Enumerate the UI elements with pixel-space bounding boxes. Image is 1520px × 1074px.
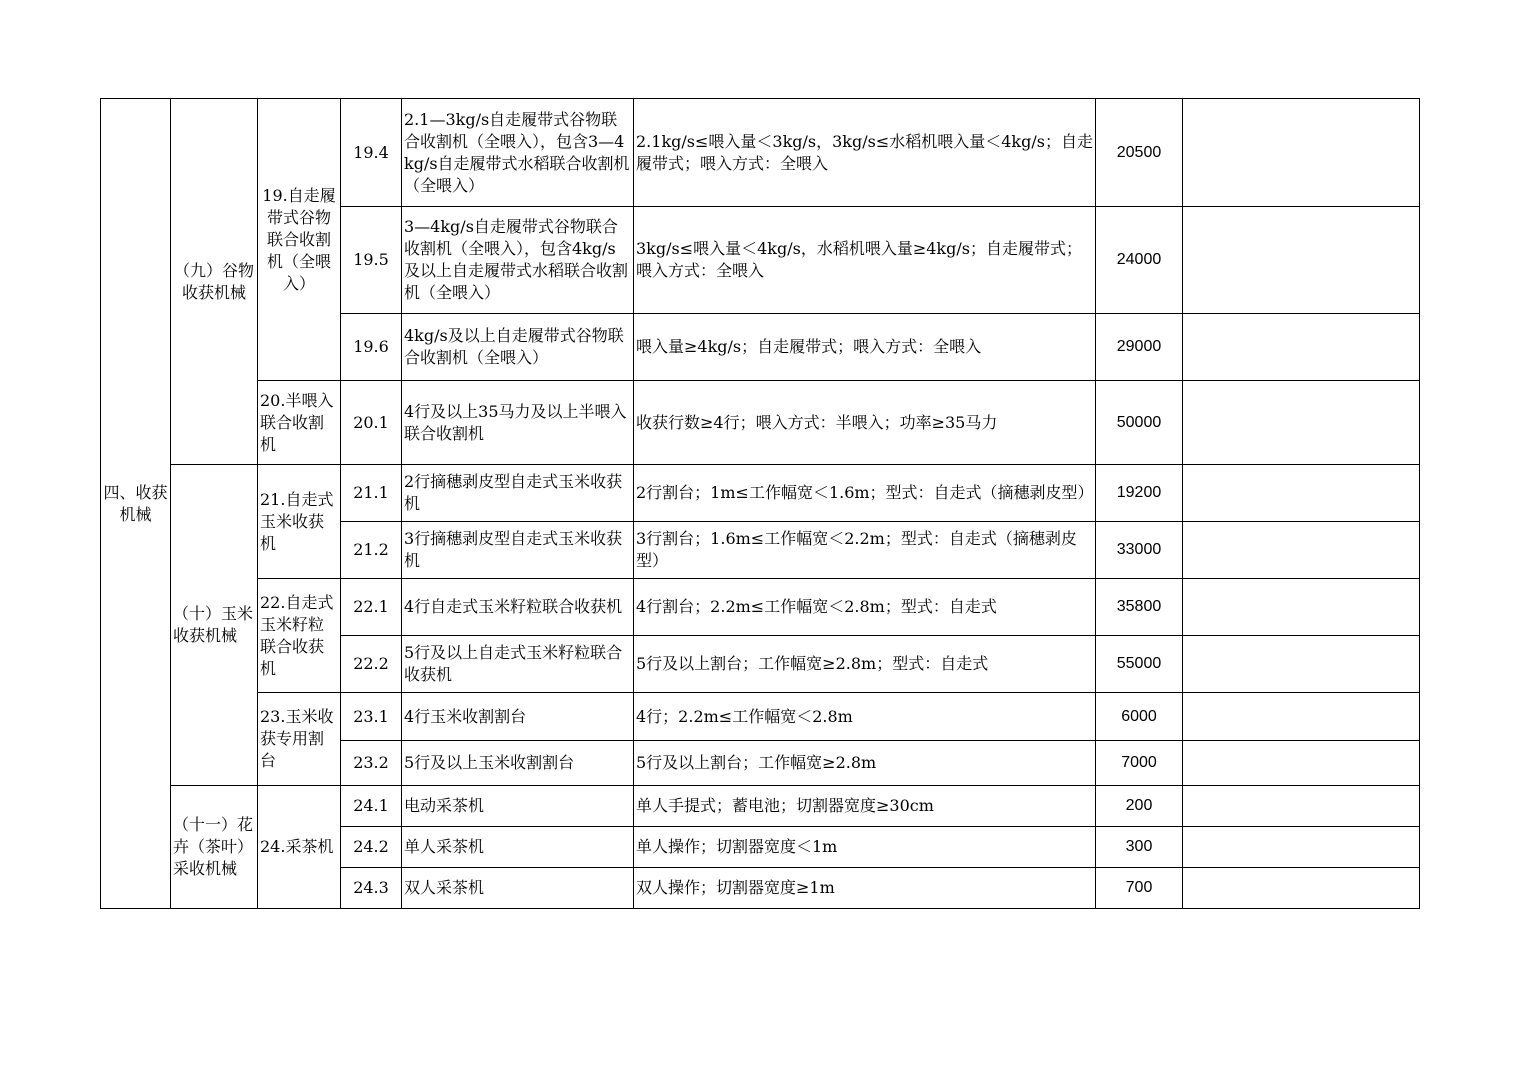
note-cell xyxy=(1183,786,1420,827)
note-cell xyxy=(1183,827,1420,868)
name-cell: 4行玉米收割割台 xyxy=(402,693,634,741)
code-cell: 22.2 xyxy=(341,636,402,693)
code-cell: 24.2 xyxy=(341,827,402,868)
amount-cell: 200 xyxy=(1096,786,1183,827)
table-row xyxy=(101,381,1420,465)
note-cell xyxy=(1183,522,1420,579)
note-cell xyxy=(1183,314,1420,381)
amount-cell: 50000 xyxy=(1096,381,1183,465)
name-cell: 4kg/s及以上自走履带式谷物联合收割机（全喂入） xyxy=(402,314,634,381)
table-row xyxy=(101,99,1420,207)
amount-cell: 29000 xyxy=(1096,314,1183,381)
code-cell: 22.1 xyxy=(341,579,402,636)
note-cell xyxy=(1183,465,1420,522)
spec-cell: 单人手提式；蓄电池；切割器宽度≥30cm xyxy=(634,786,1096,827)
code-cell: 24.1 xyxy=(341,786,402,827)
code-cell: 23.2 xyxy=(341,741,402,786)
amount-cell: 700 xyxy=(1096,868,1183,909)
name-cell: 单人采茶机 xyxy=(402,827,634,868)
amount-cell: 6000 xyxy=(1096,693,1183,741)
note-cell xyxy=(1183,741,1420,786)
amount-cell: 300 xyxy=(1096,827,1183,868)
note-cell xyxy=(1183,99,1420,207)
category-cell: 四、收获机械 xyxy=(101,99,171,909)
name-cell: 双人采茶机 xyxy=(402,868,634,909)
name-cell: 4行自走式玉米籽粒联合收获机 xyxy=(402,579,634,636)
code-cell: 23.1 xyxy=(341,693,402,741)
amount-cell: 20500 xyxy=(1096,99,1183,207)
spec-cell: 4行割台；2.2m≤工作幅宽＜2.8m；型式：自走式 xyxy=(634,579,1096,636)
amount-cell: 19200 xyxy=(1096,465,1183,522)
amount-cell: 55000 xyxy=(1096,636,1183,693)
name-cell: 4行及以上35马力及以上半喂入联合收割机 xyxy=(402,381,634,465)
code-cell: 19.5 xyxy=(341,207,402,314)
code-cell: 20.1 xyxy=(341,381,402,465)
group-cell: （十）玉米收获机械 xyxy=(171,465,258,786)
note-cell xyxy=(1183,636,1420,693)
note-cell xyxy=(1183,868,1420,909)
table-row xyxy=(101,786,1420,827)
group-cell: （九）谷物收获机械 xyxy=(171,99,258,465)
amount-cell: 7000 xyxy=(1096,741,1183,786)
name-cell: 5行及以上自走式玉米籽粒联合收获机 xyxy=(402,636,634,693)
table-row xyxy=(101,693,1420,741)
name-cell: 3行摘穗剥皮型自走式玉米收获机 xyxy=(402,522,634,579)
amount-cell: 24000 xyxy=(1096,207,1183,314)
name-cell: 电动采茶机 xyxy=(402,786,634,827)
name-cell: 2.1—3kg/s自走履带式谷物联合收割机（全喂入），包含3—4kg/s自走履带式水稻联合收割机（全喂入） xyxy=(402,99,634,207)
spec-cell: 单人操作；切割器宽度＜1m xyxy=(634,827,1096,868)
spec-cell: 双人操作；切割器宽度≥1m xyxy=(634,868,1096,909)
code-cell: 19.4 xyxy=(341,99,402,207)
note-cell xyxy=(1183,381,1420,465)
item-cell: 19.自走履带式谷物联合收割机（全喂入） xyxy=(258,99,341,381)
spec-cell: 2行割台；1m≤工作幅宽＜1.6m；型式：自走式（摘穗剥皮型） xyxy=(634,465,1096,522)
table-row xyxy=(101,465,1420,522)
note-cell xyxy=(1183,579,1420,636)
spec-cell: 5行及以上割台；工作幅宽≥2.8m；型式：自走式 xyxy=(634,636,1096,693)
code-cell: 19.6 xyxy=(341,314,402,381)
name-cell: 5行及以上玉米收割割台 xyxy=(402,741,634,786)
code-cell: 24.3 xyxy=(341,868,402,909)
item-cell: 21.自走式玉米收获机 xyxy=(258,465,341,579)
spec-cell: 4行；2.2m≤工作幅宽＜2.8m xyxy=(634,693,1096,741)
code-cell: 21.1 xyxy=(341,465,402,522)
subsidy-table xyxy=(100,98,1420,909)
note-cell xyxy=(1183,693,1420,741)
spec-cell: 5行及以上割台；工作幅宽≥2.8m xyxy=(634,741,1096,786)
item-cell: 22.自走式玉米籽粒联合收获机 xyxy=(258,579,341,693)
amount-cell: 35800 xyxy=(1096,579,1183,636)
item-cell: 24.采茶机 xyxy=(258,786,341,909)
spec-cell: 2.1kg/s≤喂入量＜3kg/s，3kg/s≤水稻机喂入量＜4kg/s；自走履带式；喂入方式：全喂入 xyxy=(634,99,1096,207)
amount-cell: 33000 xyxy=(1096,522,1183,579)
note-cell xyxy=(1183,207,1420,314)
name-cell: 3—4kg/s自走履带式谷物联合收割机（全喂入），包含4kg/s及以上自走履带式水稻联合收割机（全喂入） xyxy=(402,207,634,314)
name-cell: 2行摘穗剥皮型自走式玉米收获机 xyxy=(402,465,634,522)
spec-cell: 收获行数≥4行；喂入方式：半喂入；功率≥35马力 xyxy=(634,381,1096,465)
spec-cell: 喂入量≥4kg/s；自走履带式；喂入方式：全喂入 xyxy=(634,314,1096,381)
group-cell: （十一）花卉（茶叶）采收机械 xyxy=(171,786,258,909)
item-cell: 23.玉米收获专用割台 xyxy=(258,693,341,786)
code-cell: 21.2 xyxy=(341,522,402,579)
spec-cell: 3行割台；1.6m≤工作幅宽＜2.2m；型式：自走式（摘穗剥皮型） xyxy=(634,522,1096,579)
table-row xyxy=(101,579,1420,636)
spec-cell: 3kg/s≤喂入量＜4kg/s，水稻机喂入量≥4kg/s；自走履带式；喂入方式：全喂入 xyxy=(634,207,1096,314)
item-cell: 20.半喂入联合收割机 xyxy=(258,381,341,465)
